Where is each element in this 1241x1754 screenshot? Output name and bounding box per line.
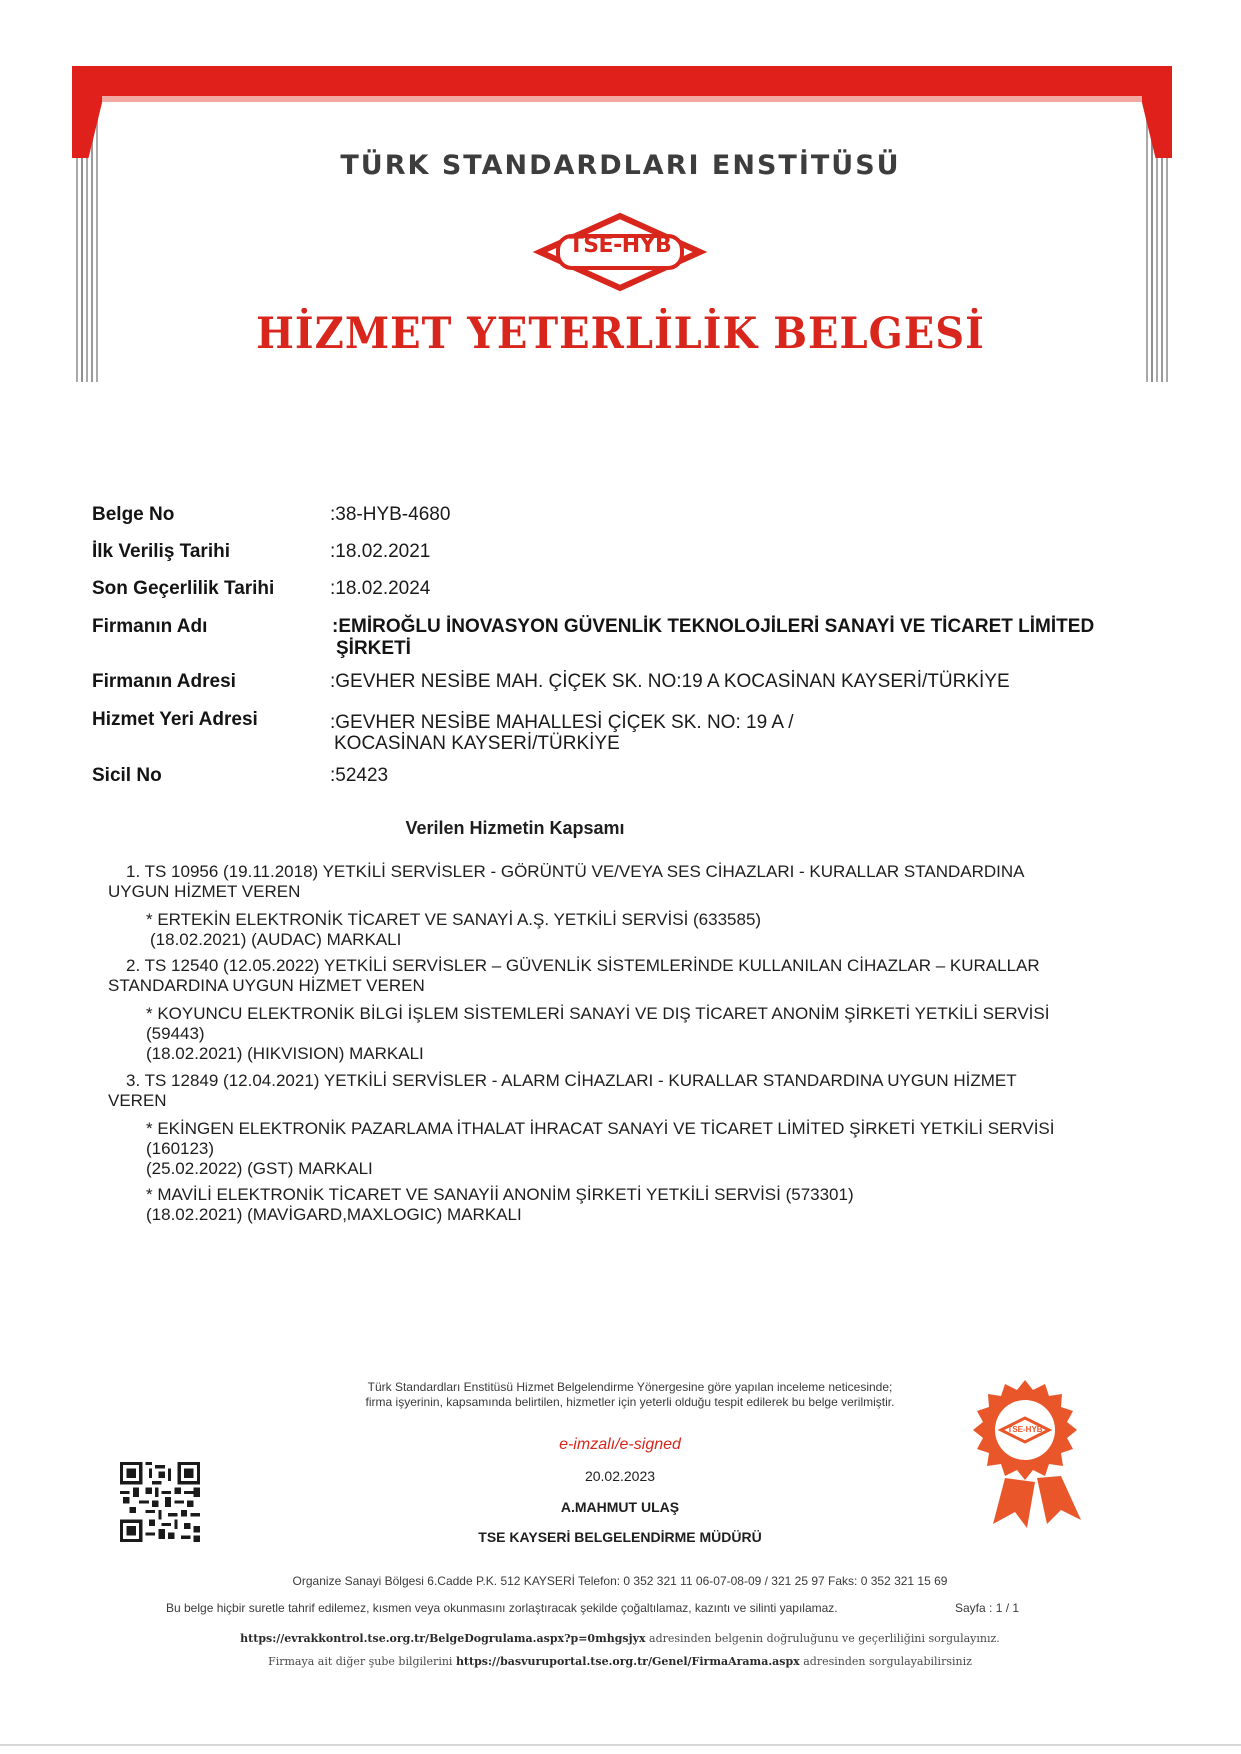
hizmet-yeri-line1: :GEVHER NESİBE MAHALLESİ ÇİÇEK SK. NO: 19 A / — [330, 712, 794, 733]
ilk-verilis-value: :18.02.2021 — [330, 541, 431, 562]
scope-item-1-sub-1 — [146, 910, 1106, 950]
scope-item-3 — [108, 1071, 1098, 1111]
seal-stamp — [965, 1378, 1085, 1528]
hizmet-yeri-value — [330, 712, 794, 754]
scope-item-3-sub-2-line2: (18.02.2021) (MAVİGARD,MAXLOGIC) MARKALI — [146, 1205, 522, 1224]
hizmet-yeri-line2: KOCASİNAN KAYSERİ/TÜRKİYE — [334, 733, 620, 754]
firma-adresi-label: Firmanın Adresi — [92, 671, 236, 692]
verification-link[interactable]: https://evrakkontrol.tse.org.tr/BelgeDogrulama.aspx?p=0mhgsjyx — [240, 1632, 646, 1645]
page-indicator: Sayfa : 1 / 1 — [955, 1601, 1020, 1615]
branch-prefix: Firmaya ait diğer şube bilgilerini — [268, 1655, 456, 1668]
branch-query-line — [110, 1655, 1130, 1668]
contact-address: Organize Sanayi Bölgesi 6.Cadde P.K. 512 KAYSERİ Telefon: 0 352 321 11 06-07-08-09 / 321 25 97 Faks: 0 352 321 15 69 — [292, 1574, 948, 1588]
scope-item-3-sub-1-line1: * EKİNGEN ELEKTRONİK PAZARLAMA İTHALAT İHRACAT SANAYİ VE TİCARET LİMİTED ŞİRKETİ YETKİLİ SERVİSİ — [146, 1119, 1055, 1138]
son-gecerlilik-label: Son Geçerlilik Tarihi — [92, 578, 275, 599]
issuance-statement-line2: firma işyerinin, kapsamında belirtilen, hizmetler için yeterli olduğu tespit edilerek bu belge verilmiştir. — [365, 1395, 895, 1409]
firma-adi-value — [332, 616, 1152, 660]
scope-item-1-sub-1-line2: (18.02.2021) (AUDAC) MARKALI — [150, 930, 402, 949]
tamper-warning: Bu belge hiçbir suretle tahrif edilemez, kısmen veya okunmasını zorlaştıracak şekilde çoğaltılamaz, kazıntı ve silinti yapılamaz. — [166, 1601, 838, 1615]
scope-item-2-line1: 2. TS 12540 (12.05.2022) YETKİLİ SERVİSLER – GÜVENLİK SİSTEMLERİNDE KULLANILAN CİHAZLAR – KURALLAR — [126, 956, 1040, 975]
branch-text: adresinden sorgulayabilirsiniz — [799, 1655, 972, 1668]
sicil-no-label: Sicil No — [92, 765, 162, 786]
firma-adi-line2: ŞİRKETİ — [336, 638, 411, 659]
logo-text: TSE-HYB — [568, 233, 672, 258]
scope-item-3-line1: 3. TS 12849 (12.04.2021) YETKİLİ SERVİSLER - ALARM CİHAZLARI - KURALLAR STANDARDINA UYGUN HİZMET — [126, 1071, 1017, 1090]
institute-name: TÜRK STANDARDLARI ENSTİTÜSÜ — [340, 150, 901, 181]
firma-adresi-value: :GEVHER NESİBE MAH. ÇİÇEK SK. NO:19 A KOCASİNAN KAYSERİ/TÜRKİYE — [330, 671, 1010, 692]
scope-item-2-sub-1-line1: * KOYUNCU ELEKTRONİK BİLGİ İŞLEM SİSTEMLERİ SANAYİ VE DIŞ TİCARET ANONİM ŞİRKETİ YETKİLİ SERVİSİ — [146, 1004, 1050, 1023]
qr-code[interactable] — [120, 1462, 200, 1542]
page-bottom-edge — [0, 1744, 1241, 1746]
son-gecerlilik-value: :18.02.2024 — [330, 578, 431, 599]
scope-item-3-sub-1 — [146, 1119, 1106, 1179]
document-title: HİZMET YETERLİLİK BELGESİ — [256, 308, 985, 359]
scope-item-1-line1: 1. TS 10956 (19.11.2018) YETKİLİ SERVİSLER - GÖRÜNTÜ VE/VEYA SES CİHAZLARI - KURALLAR STANDARDINA — [126, 862, 1025, 881]
scope-item-2-sub-1-line3: (18.02.2021) (HIKVISION) MARKALI — [146, 1044, 424, 1063]
scope-item-3-sub-2-line1: * MAVİLİ ELEKTRONİK TİCARET VE SANAYİİ ANONİM ŞİRKETİ YETKİLİ SERVİSİ (573301) — [146, 1185, 854, 1204]
frame-top-bar — [72, 66, 1172, 96]
branch-query-link[interactable]: https://basvuruportal.tse.org.tr/Genel/FirmaArama.aspx — [455, 1655, 800, 1668]
ilk-verilis-label: İlk Veriliş Tarihi — [92, 541, 230, 562]
frame-bar-shadow — [96, 96, 1148, 102]
scope-title: Verilen Hizmetin Kapsamı — [405, 818, 625, 838]
issuance-statement-line1: Türk Standardları Enstitüsü Hizmet Belgelendirme Yönergesine göre yapılan inceleme neticesinde; — [367, 1380, 893, 1394]
issuance-statement — [300, 1380, 960, 1410]
scope-item-2-sub-1-line2: (59443) — [146, 1024, 205, 1043]
scope-item-3-line2: VEREN — [108, 1091, 167, 1110]
scope-item-3-sub-1-line3: (25.02.2022) (GST) MARKALI — [146, 1159, 373, 1178]
scope-item-2-sub-1 — [146, 1004, 1106, 1064]
scope-item-2 — [108, 956, 1098, 996]
scope-item-1-sub-1-line1: * ERTEKİN ELEKTRONİK TİCARET VE SANAYİ A.Ş. YETKİLİ SERVİSİ (633585) — [146, 910, 762, 929]
verification-text: adresinden belgenin doğruluğunu ve geçerliliğini sorgulayınız. — [645, 1632, 1000, 1645]
verification-line — [110, 1632, 1130, 1645]
scope-item-2-line2: STANDARDINA UYGUN HİZMET VEREN — [108, 976, 425, 995]
firma-adi-label: Firmanın Adı — [92, 616, 208, 637]
scope-item-3-sub-1-line2: (160123) — [146, 1139, 215, 1158]
scope-item-3-sub-2 — [146, 1185, 1106, 1225]
firma-adi-line1: :EMİROĞLU İNOVASYON GÜVENLİK TEKNOLOJİLERİ SANAYİ VE TİCARET LİMİTED — [332, 616, 1095, 637]
sicil-no-value: :52423 — [330, 765, 389, 786]
hizmet-yeri-label: Hizmet Yeri Adresi — [92, 709, 258, 730]
scope-item-1 — [108, 862, 1098, 902]
seal-text: TSE-HYB — [1007, 1425, 1043, 1434]
belge-no-value: :38-HYB-4680 — [330, 504, 451, 525]
scope-item-1-line2: UYGUN HİZMET VEREN — [108, 882, 301, 901]
signer-name: A.MAHMUT ULAŞ — [560, 1499, 680, 1515]
belge-no-label: Belge No — [92, 504, 175, 525]
signer-title: TSE KAYSERİ BELGELENDİRME MÜDÜRÜ — [478, 1529, 762, 1545]
signature-date: 20.02.2023 — [584, 1468, 656, 1484]
e-signed-label: e-imzalı/e-signed — [559, 1436, 681, 1453]
